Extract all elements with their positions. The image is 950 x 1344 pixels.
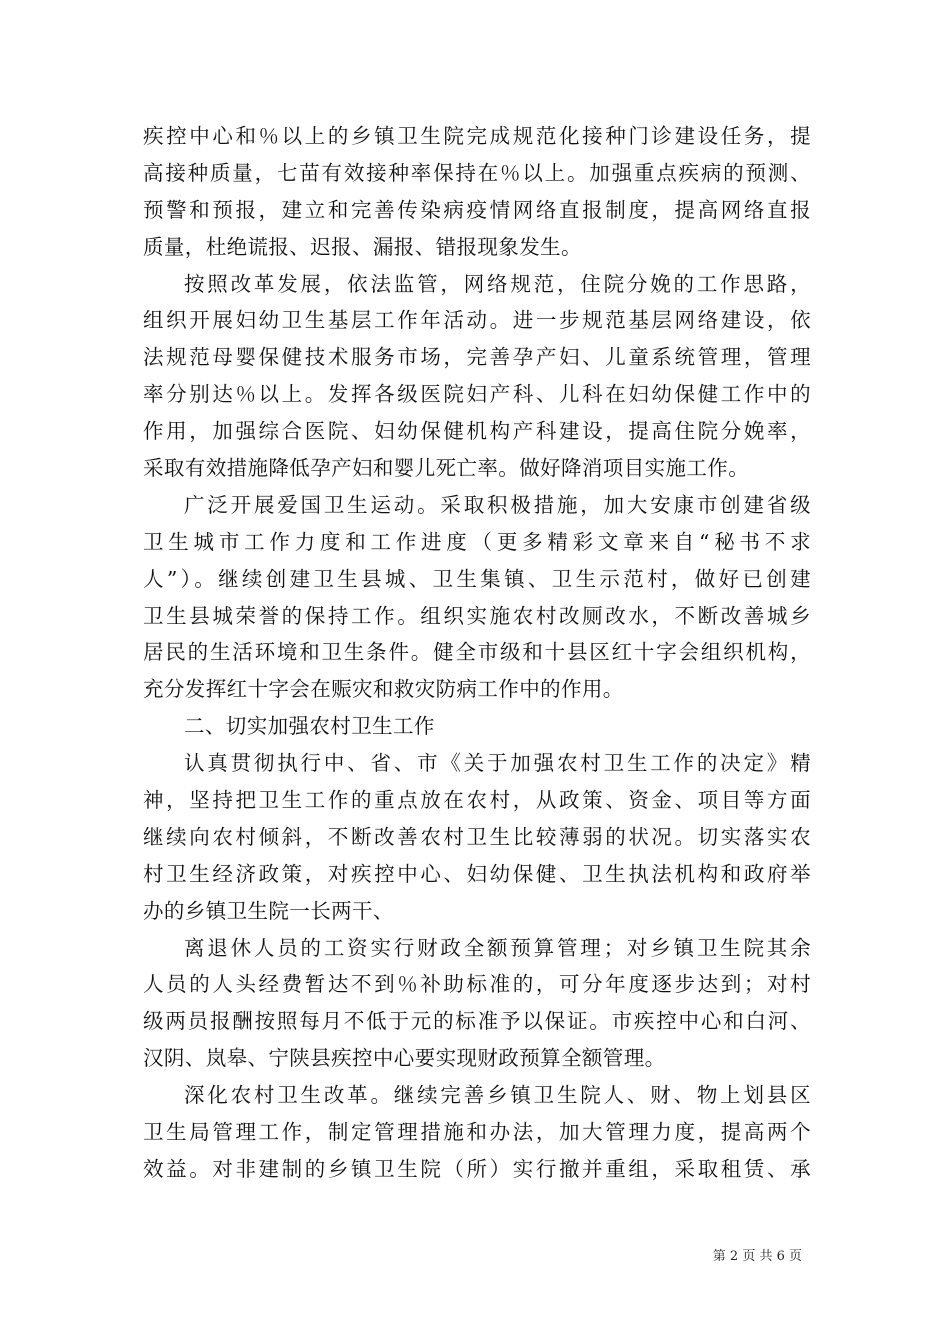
text-line: 高接种质量，七苗有效接种率保持在％以上。加强重点疾病的预测、 (143, 160, 811, 185)
text-line: 村卫生经济政策，对疾控中心、妇幼保健、卫生执法机构和政府举 (143, 861, 811, 886)
text-line: 居民的生活环境和卫生条件。健全市级和十县区红十字会组织机构， (143, 640, 811, 665)
text-line: 继续向农村倾斜，不断改善农村卫生比较薄弱的状况。切实落实农 (143, 824, 811, 849)
text-line: 疾控中心和％以上的乡镇卫生院完成规范化接种门诊建设任务，提 (143, 124, 811, 148)
text-line: 人”）。继续创建卫生县城、卫生集镇、卫生示范村，做好已创建 (143, 566, 811, 591)
text-line: 人员的人头经费暂达不到％补助标准的，可分年度逐步达到；对村 (143, 972, 811, 997)
text-line: 质量，杜绝谎报、迟报、漏报、错报现象发生。 (143, 234, 582, 259)
text-line: 效益。对非建制的乡镇卫生院（所）实行撤并重组，采取租赁、承 (143, 1156, 811, 1181)
text-line: 率分别达％以上。发挥各级医院妇产科、儿科在妇幼保健工作中的 (143, 382, 811, 407)
text-line: 作用，加强综合医院、妇幼保健机构产科建设，提高住院分娩率， (143, 419, 811, 444)
text-line: 法规范母婴保健技术服务市场，完善孕产妇、儿童系统管理，管理 (143, 345, 811, 370)
text-line: 办的乡镇卫生院一长两干、 (143, 898, 394, 923)
text-line: 组织开展妇幼卫生基层工作年活动。进一步规范基层网络建设，依 (143, 308, 811, 333)
text-line: 广泛开展爱国卫生运动。采取积极措施，加大安康市创建省级 (184, 492, 811, 517)
text-line: 认真贯彻执行中、省、市《关于加强农村卫生工作的决定》精 (184, 751, 811, 776)
text-line: 汉阴、岚皋、宁陕县疾控中心要实现财政预算全额管理。 (143, 1046, 666, 1071)
document-body (143, 118, 811, 1188)
text-line: 神，坚持把卫生工作的重点放在农村，从政策、资金、项目等方面 (143, 788, 811, 813)
text-line: 卫生县城荣誉的保持工作。组织实施农村改厕改水，不断改善城乡 (143, 603, 811, 628)
text-line: 深化农村卫生改革。继续完善乡镇卫生院人、财、物上划县区 (184, 1083, 811, 1108)
text-line: 预警和预报，建立和完善传染病疫情网络直报制度，提高网络直报 (143, 197, 811, 222)
text-line: 卫生局管理工作，制定管理措施和办法，加大管理力度，提高两个 (143, 1120, 811, 1145)
text-line: 离退休人员的工资实行财政全额预算管理；对乡镇卫生院其余 (184, 935, 811, 960)
text-line: 二、切实加强农村卫生工作 (184, 714, 435, 739)
page-number-footer: 第 2 页 共 6 页 (712, 1249, 802, 1264)
text-line: 卫生城市工作力度和工作进度（更多精彩文章来自“秘书不求 (143, 529, 811, 554)
text-line: 采取有效措施降低孕产妇和婴儿死亡率。做好降消项目实施工作。 (143, 456, 750, 481)
text-line: 充分发挥红十字会在赈灾和救灾防病工作中的作用。 (143, 677, 624, 702)
text-line: 按照改革发展，依法监管，网络规范，住院分娩的工作思路， (184, 271, 811, 296)
text-line: 级两员报酬按照每月不低于元的标准予以保证。市疾控中心和白河、 (143, 1009, 811, 1034)
